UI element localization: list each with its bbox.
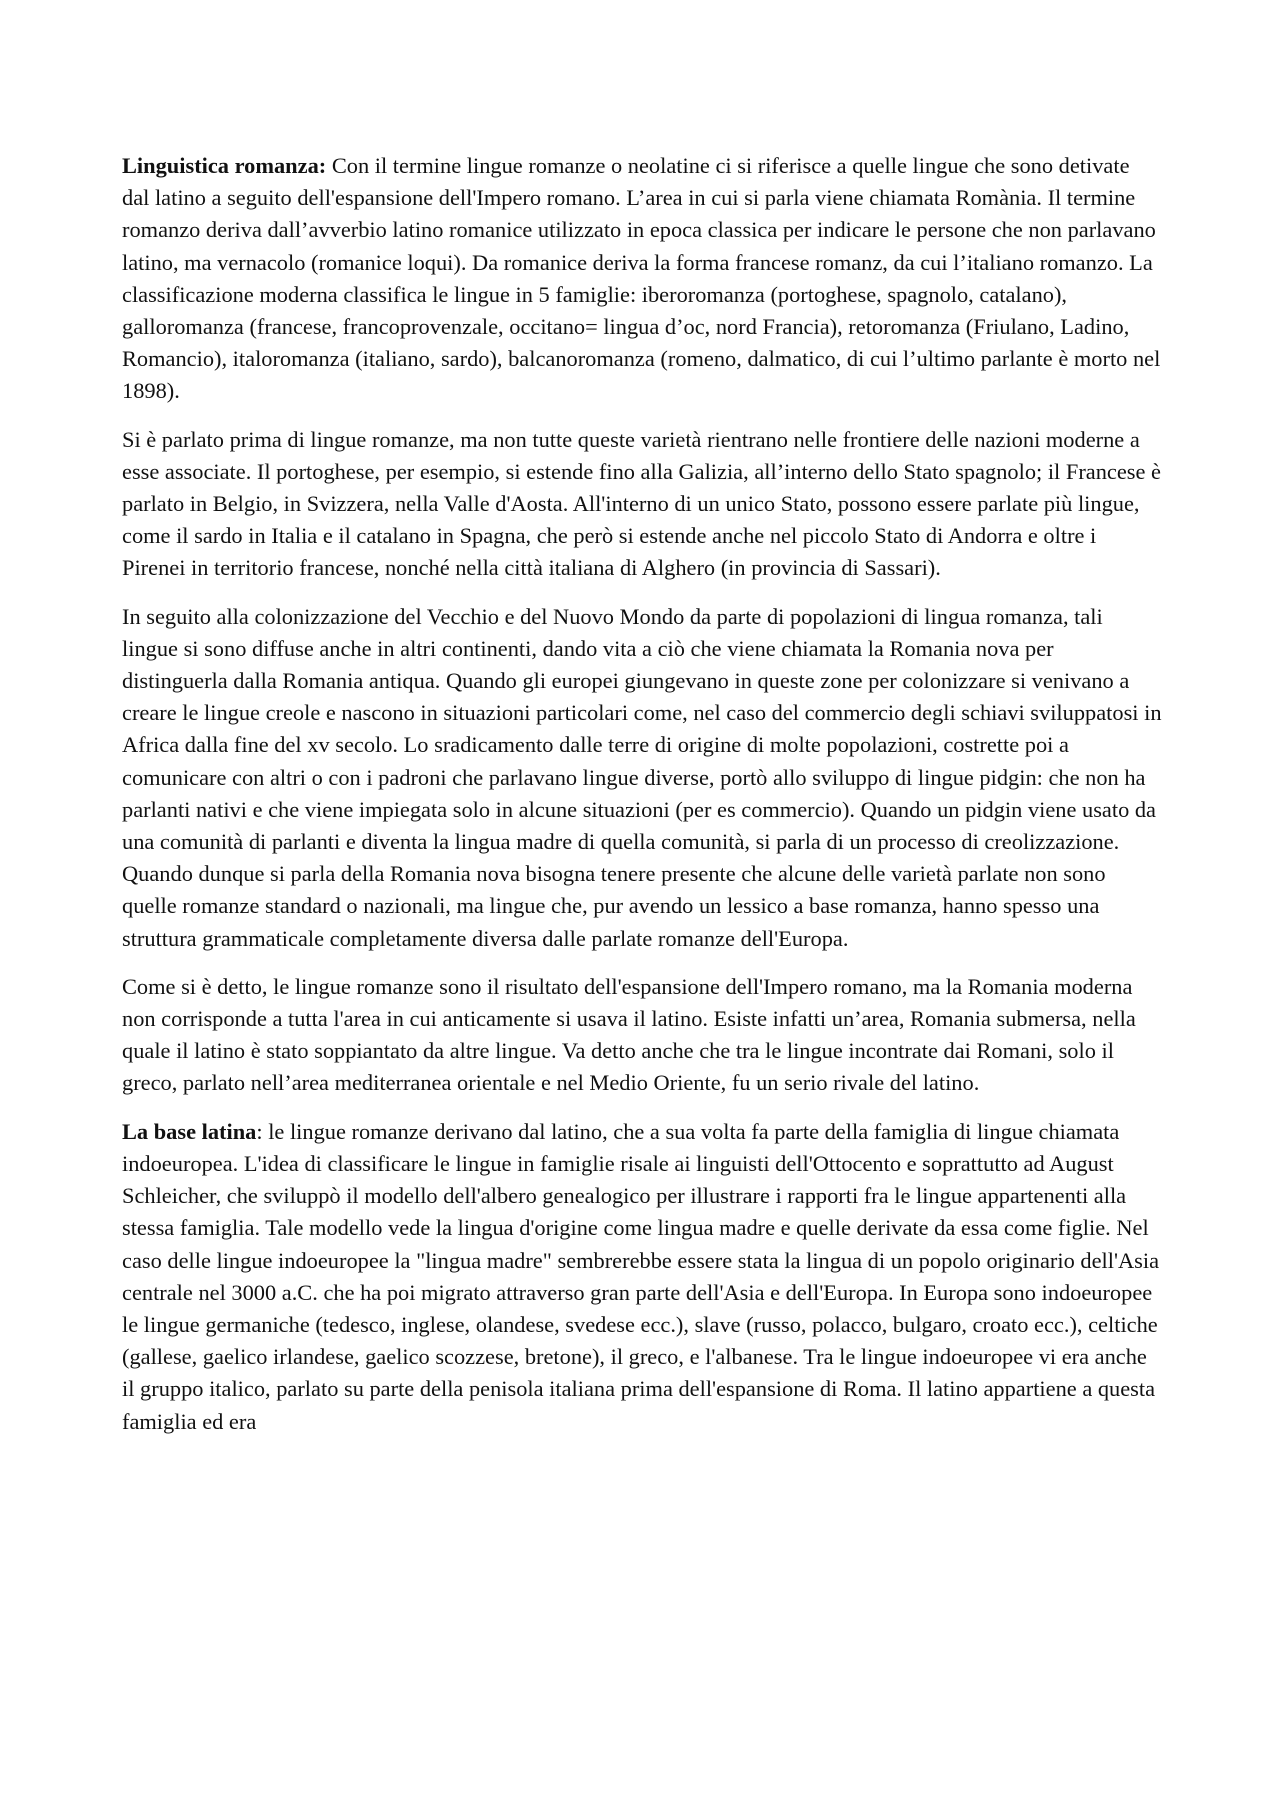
paragraph-base-latina [122, 1116, 1162, 1438]
paragraph-text: Si è parlato prima di lingue romanze, ma non tutte queste varietà rientrano nelle frontiere delle nazioni moderne a esse associate. Il portoghese, per esempio, si estende fino alla Galizia, all’interno dello Stato spagnolo; il Francese è parlato in Belgio, in Svizzera, nella Valle d'Aosta. All'interno di un unico Stato, possono essere parlate più lingue, come il sardo in Italia e il catalano in Spagna, che però si estende anche nel piccolo Stato di Andorra e oltre i Pirenei in territorio francese, nonché nella città italiana di Alghero (in provincia di Sassari). [122, 426, 1161, 581]
paragraph-text: In seguito alla colonizzazione del Vecchio e del Nuovo Mondo da parte di popolazioni di lingua romanza, tali lingue si sono diffuse anche in altri continenti, dando vita a ciò che viene chiamata la Romania nova per distinguerla dalla Romania antiqua. Quando gli europei giungevano in queste zone per colonizzare si venivano a creare le lingue creole e nascono in situazioni particolari come, nel caso del commercio degli schiavi sviluppatosi in Africa dalla fine del xv secolo. Lo sradicamento dalle terre di origine di molte popolazioni, costrette poi a comunicare con altri o con i padroni che parlavano lingue diverse, portò allo sviluppo di lingue pidgin: che non ha parlanti nativi e che viene impiegata solo in alcune situazioni (per es commercio). Quando un pidgin viene usato da una comunità di parlanti e diventa la lingua madre di quella comunità, si parla di un processo di creolizzazione. Quando dunque si parla della Romania nova bisogna tenere presente che alcune delle varietà parlate non sono quelle romanze standard o nazionali, ma lingue che, pur avendo un lessico a base romanza, hanno spesso una struttura grammaticale completamente diversa dalle parlate romanze dell'Europa. [122, 603, 1162, 951]
paragraph-text: Come si è detto, le lingue romanze sono il risultato dell'espansione dell'Impero romano, ma la Romania moderna non corrisponde a tutta l'area in cui anticamente si usava il latino. Esiste infatti un’area, Romania submersa, nella quale il latino è stato soppiantato da altre lingue. Va detto anche che tra le lingue incontrate dai Romani, solo il greco, parlato nell’area mediterranea orientale e nel Medio Oriente, fu un serio rivale del latino. [122, 973, 1136, 1096]
paragraph-heading: La base latina [122, 1118, 257, 1144]
paragraph-romania-submersa [122, 971, 1162, 1100]
paragraph-romania-nova [122, 601, 1162, 955]
paragraph-text: Con il termine lingue romanze o neolatine ci si riferisce a quelle lingue che sono detivate dal latino a seguito dell'espansione dell'Impero romano. L’area in cui si parla viene chiamata Romània. Il termine romanzo deriva dall’avverbio latino romanice utilizzato in epoca classica per indicare le persone che non parlavano latino, ma vernacolo (romanice loqui). Da romanice deriva la forma francese romanz, da cui l’italiano romanzo. La classificazione moderna classifica le lingue in 5 famiglie: iberoromanza (portoghese, spagnolo, catalano), galloromanza (francese, francoprovenzale, occitano= lingua d’oc, nord Francia), retoromanza (Friulano, Ladino, Romancio), italoromanza (italiano, sardo), balcanoromanza (romeno, dalmatico, di cui l’ultimo parlante è morto nel 1898). [122, 153, 1161, 404]
paragraph-heading: Linguistica romanza: [122, 153, 327, 178]
paragraph-text: : le lingue romanze derivano dal latino, che a sua volta fa parte della famiglia di lingue chiamata indoeuropea. L'idea di classificare le lingue in famiglie risale ai linguisti dell'Ottocento e soprattutto ad August Schleicher, che sviluppò il modello dell'albero genealogico per illustrare i rapporti fra le lingue appartenenti alla stessa famiglia. Tale modello vede la lingua d'origine come lingua madre e quelle derivate da essa come figlie. Nel caso delle lingue indoeuropee la "lingua madre" sembrerebbe essere stata la lingua di un popolo originario dell'Asia centrale nel 3000 a.C. che ha poi migrato attraverso gran parte dell'Asia e dell'Europa. In Europa sono indoeuropee le lingue germaniche (tedesco, inglese, olandese, svedese ecc.), slave (russo, polacco, bulgaro, croato ecc.), celtiche (gallese, gaelico irlandese, gaelico scozzese, bretone), il greco, e l'albanese. Tra le lingue indoeuropee vi era anche il gruppo italico, parlato su parte della penisola italiana prima dell'espansione di Roma. Il latino appartiene a questa famiglia ed era [122, 1118, 1160, 1434]
paragraph-varieta [122, 424, 1162, 585]
paragraph-linguistica-romanza [122, 150, 1162, 408]
document-body [122, 150, 1162, 1454]
